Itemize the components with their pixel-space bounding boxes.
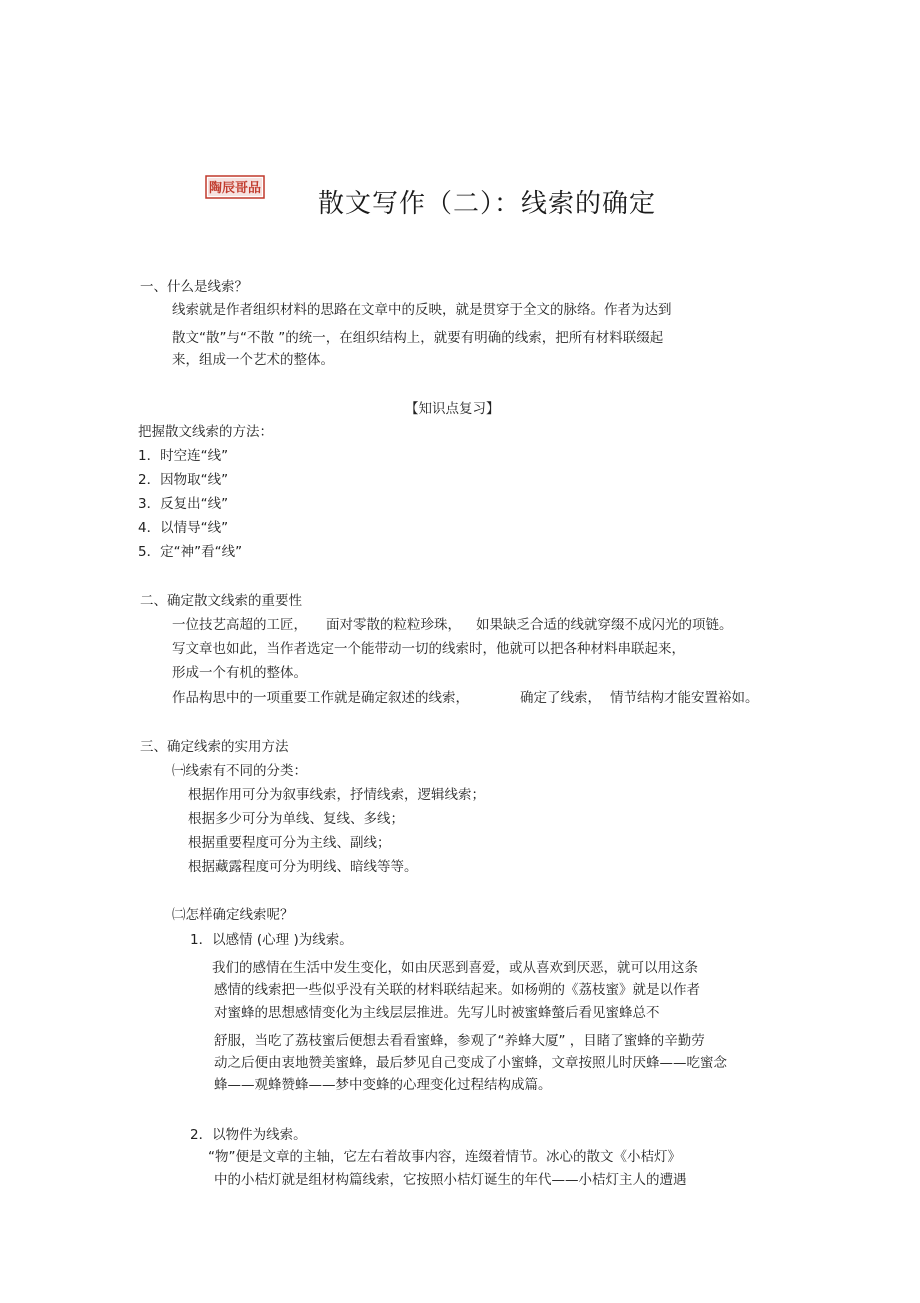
review-item: 3．反复出“线”	[138, 496, 229, 512]
seal-text: 陶辰哥品	[208, 181, 262, 196]
section-1-line: 散文“散”与“不散 ”的统一，在组织结构上，就要有明确的线索，把所有材料联缀起	[172, 330, 664, 346]
section-2-line2: 写文章也如此，当作者选定一个能带动一切的线索时，他就可以把各种材料串联起来，	[172, 641, 685, 657]
section-3-heading: 三、确定线索的实用方法	[140, 739, 289, 755]
classification-line: 根据作用可分为叙事线索，抒情线索，逻辑线索；	[188, 787, 485, 803]
section-2-line1-part2: 面对零散的粒粒珍珠，	[326, 617, 461, 633]
section-2-line4-part2: 确定了线索，	[520, 690, 601, 706]
section-2-line1-part1: 一位技艺高超的工匠，	[172, 617, 307, 633]
review-item: 5．定“神”看“线”	[138, 544, 243, 560]
method-1-line: 对蜜蜂的思想感情变化为主线层层推进。先写儿时被蜜蜂螫后看见蜜蜂总不	[214, 1005, 660, 1021]
section-3-sub1-heading: ㈠线索有不同的分类：	[172, 763, 307, 779]
classification-line: 根据藏露程度可分为明线、暗线等等。	[188, 859, 418, 875]
section-2-line4-part3: 情节结构才能安置裕如。	[610, 690, 759, 706]
section-1-line: 线索就是作者组织材料的思路在文章中的反映，就是贯穿于全文的脉络。作者为达到	[172, 302, 672, 318]
classification-line: 根据重要程度可分为主线、副线；	[188, 835, 391, 851]
review-item: 4．以情导“线”	[138, 520, 229, 536]
seal-logo	[205, 175, 265, 199]
section-2-heading: 二、确定散文线索的重要性	[140, 593, 302, 609]
method-1-line: 我们的感情在生活中发生变化，如由厌恶到喜爱，或从喜欢到厌恶，就可以用这条	[212, 960, 698, 976]
review-heading: 【知识点复习】	[405, 401, 500, 417]
method-1-line: 感情的线索把一些似乎没有关联的材料联结起来。如杨朔的《荔枝蜜》就是以作者	[214, 982, 700, 998]
section-2-line4-part1: 作品构思中的一项重要工作就是确定叙述的线索，	[172, 690, 469, 706]
method-1-line: 舒服，当吃了荔枝蜜后便想去看看蜜蜂，参观了“养蜂大厦” ，目睹了蜜蜂的辛勤劳	[214, 1033, 705, 1049]
method-2-line: “物”便是文章的主轴，它左右着故事内容，连缀着情节。冰心的散文《小桔灯》	[208, 1149, 681, 1165]
method-2-heading: 2．以物件为线索。	[190, 1127, 307, 1143]
section-2-line3: 形成一个有机的整体。	[172, 665, 307, 681]
section-1-heading: 一、什么是线索？	[140, 279, 248, 295]
section-1-line: 来，组成一个艺术的整体。	[172, 352, 334, 368]
method-2-line: 中的小桔灯就是组材构篇线索，它按照小桔灯诞生的年代——小桔灯主人的遭遇	[214, 1172, 687, 1188]
method-1-line: 蜂——观蜂赞蜂——梦中变蜂的心理变化过程结构成篇。	[214, 1077, 552, 1093]
review-item: 2．因物取“线”	[138, 472, 229, 488]
classification-line: 根据多少可分为单线、复线、多线；	[188, 811, 404, 827]
review-intro: 把握散文线索的方法：	[138, 424, 273, 440]
review-item: 1．时空连“线”	[138, 448, 229, 464]
section-3-sub2-heading: ㈡怎样确定线索呢？	[172, 907, 294, 923]
method-1-heading: 1．以感情 (心理 )为线索。	[190, 932, 353, 948]
section-2-line1-part3: 如果缺乏合适的线就穿缀不成闪光的项链。	[476, 617, 733, 633]
method-1-line: 动之后便由衷地赞美蜜蜂，最后梦见自己变成了小蜜蜂，文章按照儿时厌蜂——吃蜜念	[214, 1055, 727, 1071]
page-title: 散文写作（二）：线索的确定	[318, 189, 657, 219]
